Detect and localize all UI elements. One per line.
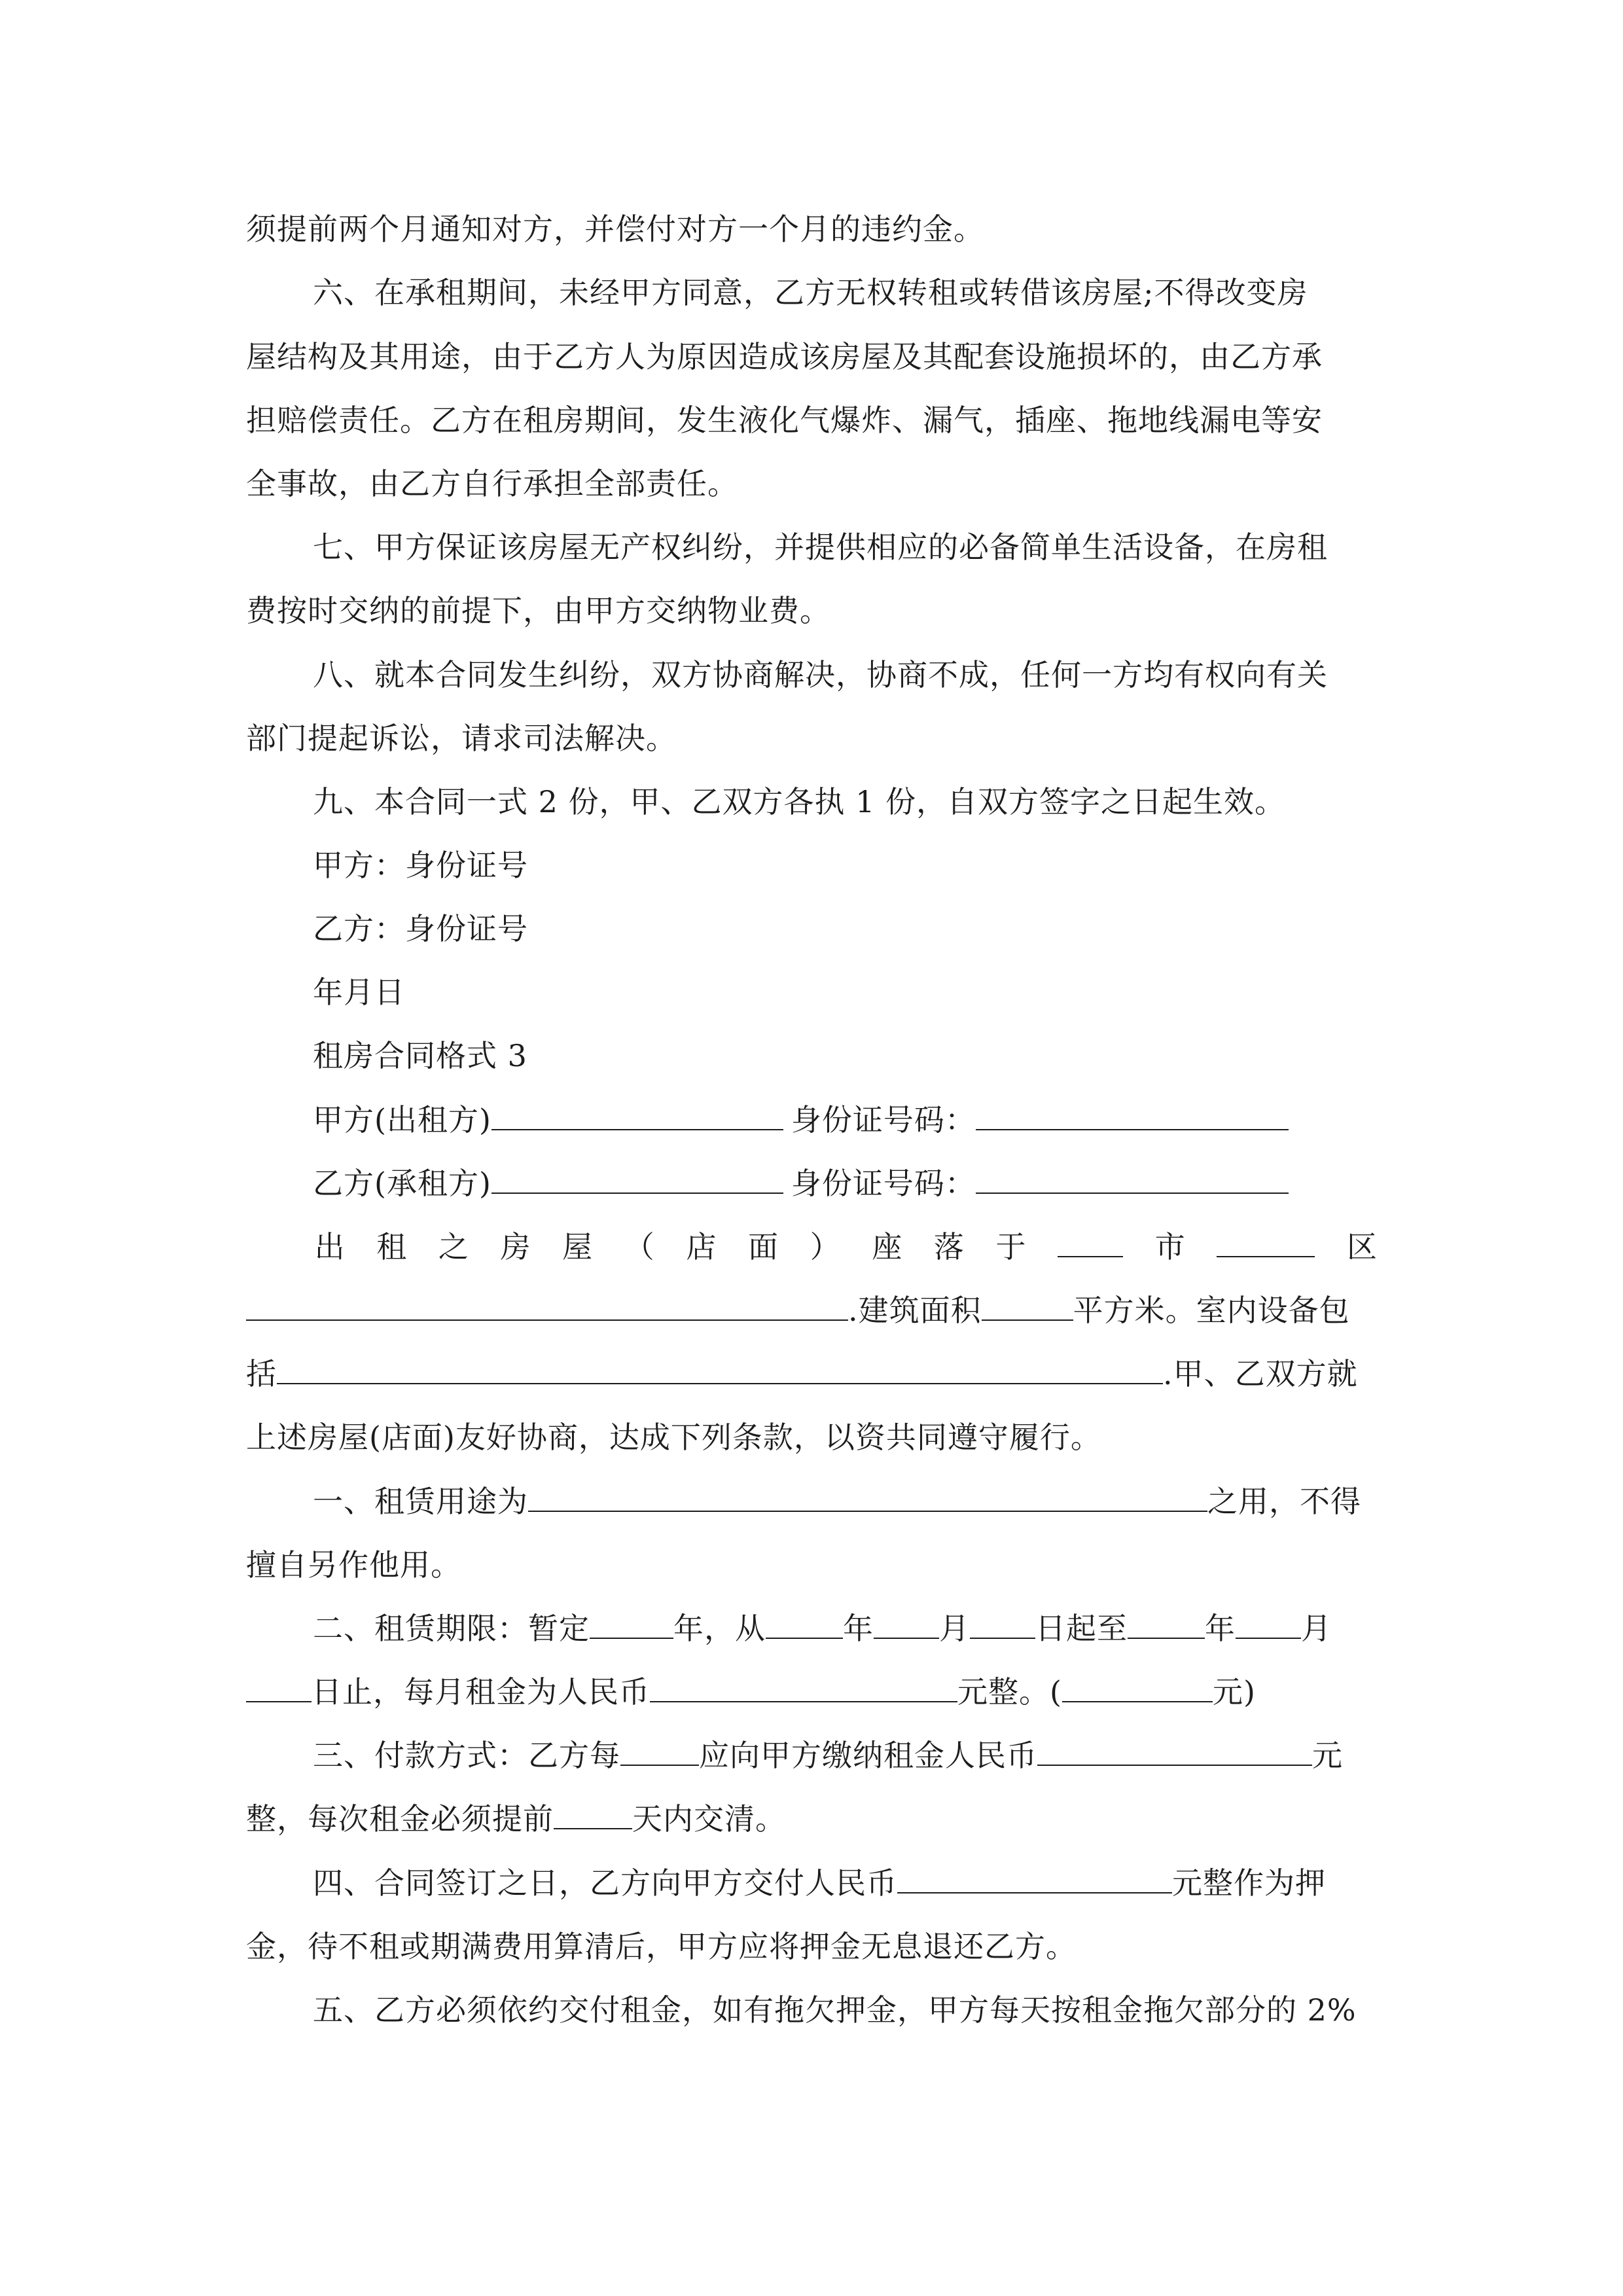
party-a-label: 甲方(出租方) [313,1102,491,1138]
term-years-blank[interactable] [590,1600,673,1639]
party-b-id-label: 身份证号码： [791,1166,976,1201]
clause-4-line-2: 金，待不租或期满费用算清后，甲方应将押金无息退还乙方。 [246,1929,1077,1964]
location-char: 之 [438,1229,469,1265]
from-label: ，从 [704,1611,766,1646]
clause-6-line-2: 屋结构及其用途，由于乙方人为原因造成该房屋及其配套设施损坏的，由乙方承 [246,339,1323,374]
district-label: 区 [1347,1229,1377,1265]
clause-5-line-1: 五、乙方必须依约交付租金，如有拖欠押金，甲方每天按租金拖欠部分的 2% [313,1992,1357,2028]
location-char: 落 [933,1229,964,1265]
location-char: 店 [686,1229,717,1265]
clause-2-line-1 [313,1599,1332,1658]
rent-unit-label: 元整。( [957,1674,1062,1710]
month-label: 月 [939,1611,970,1646]
equipment-blank[interactable] [277,1345,1163,1384]
end-year-blank[interactable] [1128,1600,1205,1639]
start-year-blank[interactable] [766,1600,843,1639]
clause-7-line-2: 费按时交纳的前提下，由甲方交纳物业费。 [246,593,830,628]
signature-party-b: 乙方：身份证号 [313,911,528,946]
usage-blank[interactable] [528,1473,1207,1512]
payment-unit: 元 [1312,1738,1343,1773]
location-char: 租 [376,1229,407,1265]
year-label: 年 [843,1611,874,1646]
payment-amount-blank[interactable] [1037,1727,1312,1766]
area-unit-label: 平方米。室内设备包 [1073,1293,1350,1328]
area-line [246,1281,1350,1340]
payment-label: 应向甲方缴纳租金人民币 [699,1738,1037,1773]
clause-4-line-1 [313,1854,1326,1912]
clause-4-label: 四、合同签订之日，乙方向甲方交付人民币 [313,1865,897,1901]
clause-1-line-2: 擅自另作他用。 [246,1547,461,1583]
clause-6-line-4: 全事故，由乙方自行承担全部责任。 [246,466,738,501]
party-b-label: 乙方(承租方) [313,1166,491,1201]
location-char: 座 [872,1229,902,1265]
section-title: 租房合同格式 3 [313,1038,527,1073]
year-label: 年 [1205,1611,1236,1646]
end-month-blank[interactable] [1236,1600,1301,1639]
party-b-name-blank[interactable] [491,1155,783,1194]
clause-3-line-1 [313,1726,1343,1785]
equipment-tail: .甲、乙双方就 [1163,1356,1358,1391]
signature-party-a: 甲方：身份证号 [313,848,528,883]
advance-tail: 天内交清。 [632,1801,786,1837]
rent-figure-tail: 元) [1212,1674,1256,1710]
address-blank[interactable] [246,1282,848,1321]
day-from-label: 日起至 [1035,1611,1128,1646]
equipment-line [246,1344,1358,1403]
start-month-blank[interactable] [874,1600,939,1639]
party-a-id-label: 身份证号码： [791,1102,976,1138]
year-label: 年 [673,1611,704,1646]
paragraph-line: 须提前两个月通知对方，并偿付对方一个月的违约金。 [246,211,984,247]
party-b-id-blank[interactable] [976,1155,1289,1194]
city-blank[interactable] [1058,1218,1123,1257]
rent-figure-blank[interactable] [1062,1663,1213,1702]
clause-7-line-1: 七、甲方保证该房屋无产权纠纷，并提供相应的必备简单生活设备，在房租 [313,529,1328,565]
district-blank[interactable] [1217,1218,1315,1257]
location-char: 屋 [562,1229,593,1265]
monthly-rent-blank[interactable] [650,1663,957,1702]
party-a-line [313,1090,1289,1149]
equipment-label: 括 [246,1356,277,1391]
party-a-id-blank[interactable] [976,1091,1289,1130]
clause-8-line-1: 八、就本合同发生纠纷，双方协商解决，协商不成，任何一方均有权向有关 [313,657,1328,692]
clause-1-line-1 [313,1472,1361,1531]
deposit-amount-blank[interactable] [897,1854,1172,1893]
end-day-blank[interactable] [246,1663,312,1702]
start-day-blank[interactable] [970,1600,1035,1639]
clause-6-line-1: 六、在承租期间，未经甲方同意，乙方无权转租或转借该房屋;不得改变房 [313,275,1308,310]
area-blank[interactable] [982,1282,1073,1321]
monthly-rent-label: 日止，每月租金为人民币 [312,1674,650,1710]
clause-8-line-2: 部门提起诉讼，请求司法解决。 [246,721,677,756]
deposit-tail: 元整作为押 [1172,1865,1326,1901]
location-char: 于 [995,1229,1026,1265]
signature-date: 年月日 [313,975,405,1010]
month-label: 月 [1301,1611,1332,1646]
location-char: 房 [500,1229,531,1265]
area-label: .建筑面积 [848,1293,982,1328]
location-line [246,1217,1377,1276]
clause-2-label: 二、租赁期限：暂定 [313,1611,590,1646]
party-a-name-blank[interactable] [491,1091,783,1130]
clause-1-label: 一、租赁用途为 [313,1484,528,1519]
advance-label: 整，每次租金必须提前 [246,1801,554,1837]
clause-9: 九、本合同一式 2 份，甲、乙双方各执 1 份，自双方签字之日起生效。 [313,784,1286,819]
location-char: （ [624,1229,654,1265]
city-label: 市 [1154,1229,1185,1265]
clause-1-tail: 之用，不得 [1207,1484,1361,1519]
agreement-line: 上述房屋(店面)友好协商，达成下列条款，以资共同遵守履行。 [246,1420,1101,1455]
location-char: ） [810,1229,840,1265]
clause-3-line-2 [246,1789,786,1848]
location-char: 面 [748,1229,778,1265]
advance-days-blank[interactable] [554,1790,632,1829]
party-b-line [313,1154,1289,1213]
payment-period-blank[interactable] [620,1727,699,1766]
clause-2-line-2 [246,1662,1256,1721]
clause-6-line-3: 担赔偿责任。乙方在租房期间，发生液化气爆炸、漏气，插座、拖地线漏电等安 [246,403,1323,438]
clause-3-label: 三、付款方式：乙方每 [313,1738,620,1773]
location-char: 出 [314,1229,345,1265]
